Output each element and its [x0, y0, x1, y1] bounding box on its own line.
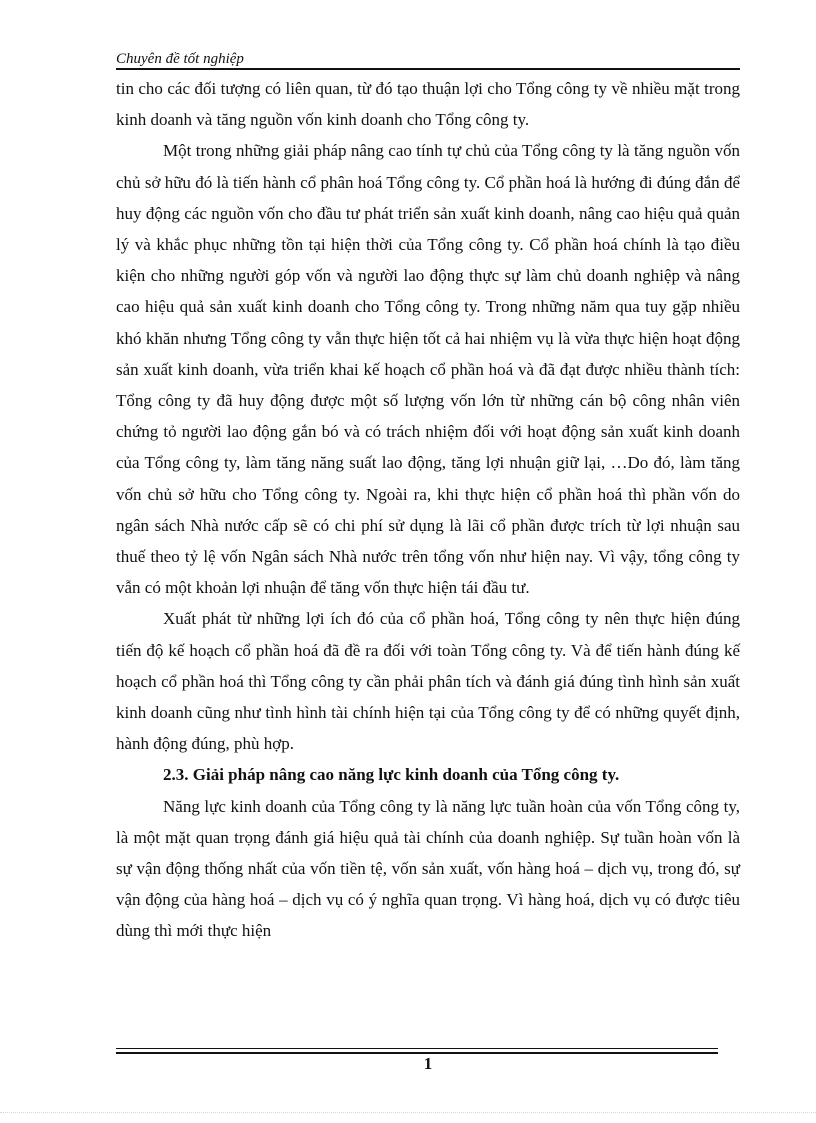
- paragraph: Xuất phát từ những lợi ích đó của cổ phần hoá, Tổng công ty nên thực hiện đúng tiến độ kế hoạch cổ phần hoá đã đề ra đối với toàn Tổng công ty. Và để tiến hành đúng kế hoạch cổ phần hoá thì Tổng công ty cần phải phân tích và đánh giá đúng tình hình sản xuất kinh doanh cũng như tình hình tài chính hiện tại của Tổng công ty để có những quyết định, hành động đúng, phù hợp.: [116, 609, 740, 754]
- paragraph: Năng lực kinh doanh của Tổng công ty là năng lực tuần hoàn của vốn Tổng công ty, là một mặt quan trọng đánh giá hiệu quả tài chính của doanh nghiệp. Sự tuần hoàn vốn là sự vận động thống nhất của vốn tiền tệ, vốn sản xuất, vốn hàng hoá – dịch vụ, trong đó, sự vận động của hàng hoá – dịch vụ có ý nghĩa quan trọng. Vì hàng hoá, dịch vụ có được tiêu dùng thì mới thực hiện: [116, 796, 740, 941]
- running-header: Chuyên đề tốt nghiệp: [116, 51, 244, 67]
- page-bottom-border: [0, 1112, 816, 1113]
- body-text: [116, 73, 740, 947]
- paragraph-continuation: tin cho các đối tượng có liên quan, từ đó tạo thuận lợi cho Tổng công ty về nhiều mặt trong kinh doanh và tăng nguồn vốn kinh doanh cho Tổng công ty.: [116, 79, 740, 130]
- footer-rule-thin: [116, 1048, 718, 1049]
- header-rule: [116, 68, 740, 70]
- section-heading: 2.3. Giải pháp nâng cao năng lực kinh doanh của Tổng công ty.: [163, 765, 620, 785]
- paragraph: Một trong những giải pháp nâng cao tính tự chủ của Tổng công ty là tăng nguồn vốn chủ sở hữu đó là tiến hành cổ phân hoá Tổng công ty. Cổ phần hoá là hướng đi đúng đắn để huy động các nguồn vốn cho đầu tư phát triển sản xuất kinh doanh, nâng cao hiệu quả quản lý và khắc phục những tồn tại hiện thời của Tổng công ty. Cổ phần hoá chính là tạo điều kiện cho những người góp vốn và người lao động thực sự làm chủ doanh nghiệp và nâng cao hiệu quả sản xuất kinh doanh cho Tổng công ty. Trong những năm qua tuy gặp nhiều khó khăn nhưng Tổng công ty vẫn thực hiện tốt cả hai nhiệm vụ là vừa thực hiện hoạt động sản xuất kinh doanh, vừa triển khai kế hoạch cổ phần hoá và đã đạt được nhiều thành tích: Tổng công ty đã huy động được một số lượng vốn lớn từ những cán bộ công nhân viên chứng tỏ người lao động gắn bó và có trách nhiệm đối với hoạt động sản xuất kinh doanh của Tổng công ty, làm tăng năng suất lao động, tăng lợi nhuận giữ lại, …Do đó, làm tăng vốn chủ sở hữu cho Tổng công ty. Ngoài ra, khi thực hiện cổ phần hoá thì phần vốn do ngân sách Nhà nước cấp sẽ có chi phí sử dụng là lãi cổ phần được trích từ lợi nhuận sau thuế theo tỷ lệ vốn Ngân sách Nhà nước trên tổng vốn như hiện nay. Vì vậy, tổng công ty vẫn có một khoản lợi nhuận để tăng vốn thực hiện tái đầu tư.: [116, 141, 740, 598]
- page-number: 1: [423, 1054, 433, 1073]
